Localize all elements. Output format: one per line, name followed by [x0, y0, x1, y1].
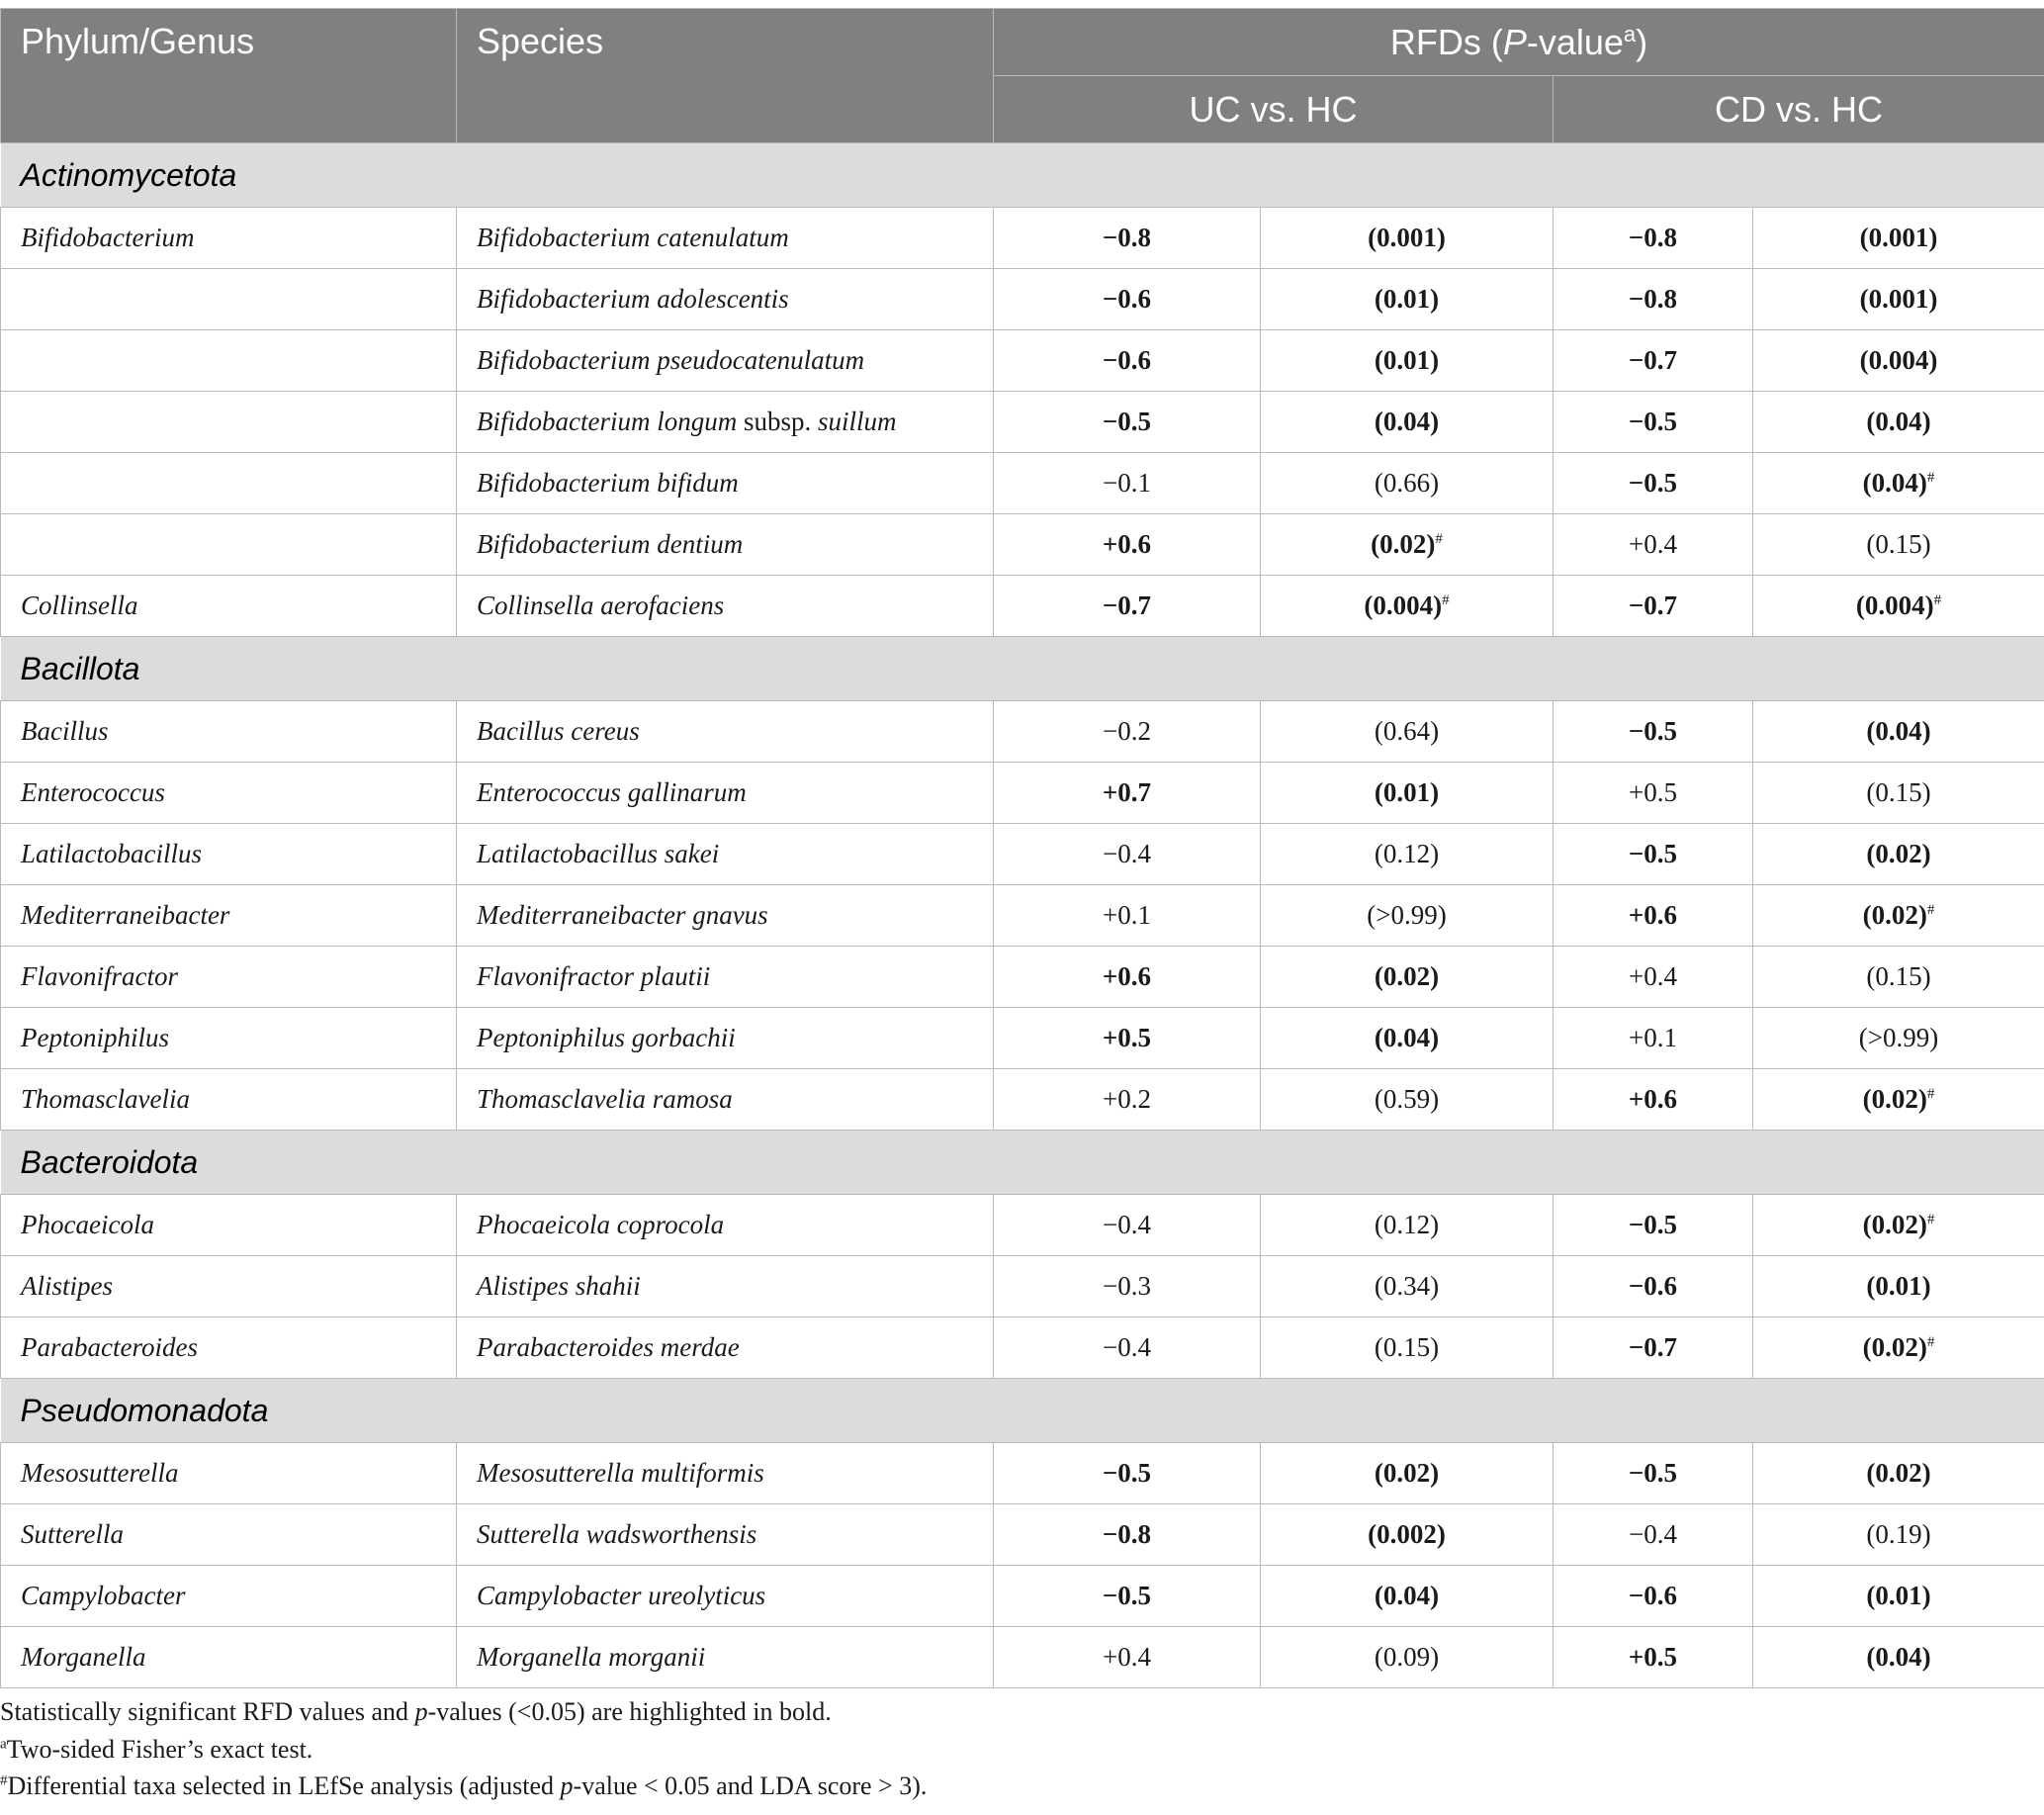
- uc-rfd-cell: [994, 1069, 1261, 1131]
- cd-pvalue-cell-value: (0.19): [1866, 1519, 1931, 1549]
- cd-pvalue-cell-value: (0.01): [1866, 1581, 1931, 1610]
- genus-cell: Phocaeicola: [1, 1195, 457, 1256]
- uc-rfd-cell: [994, 269, 1261, 330]
- cd-pvalue-cell: [1753, 1504, 2044, 1566]
- uc-rfd-cell: [994, 576, 1261, 637]
- uc-pvalue-cell-value: (0.04): [1374, 407, 1440, 436]
- cd-rfd-cell: [1554, 1627, 1753, 1688]
- uc-pvalue-cell: [1261, 1504, 1554, 1566]
- header-rfds-mid: -value: [1526, 21, 1624, 62]
- genus-cell: Campylobacter: [1, 1566, 457, 1627]
- footnote-lefse-mark: #: [0, 1772, 8, 1789]
- uc-rfd-cell: [994, 453, 1261, 514]
- species-cell: [457, 1256, 994, 1317]
- cd-pvalue-cell-value: (0.001): [1859, 284, 1938, 314]
- phylum-row: [1, 1131, 2044, 1195]
- species-subsp: subsp.: [737, 407, 818, 436]
- uc-rfd-cell-value: −0.5: [1102, 1458, 1152, 1488]
- species-name: Bifidobacterium adolescentis: [477, 284, 789, 314]
- cd-pvalue-cell: [1753, 947, 2044, 1008]
- table-row: [1, 269, 2044, 330]
- species-cell: [457, 947, 994, 1008]
- table-row: [1, 514, 2044, 576]
- species-cell: [457, 208, 994, 269]
- species-cell: [457, 1195, 994, 1256]
- species-cell: [457, 1627, 994, 1688]
- lefse-mark: #: [1926, 1334, 1935, 1350]
- species-name: Morganella morganii: [477, 1642, 706, 1672]
- cd-rfd-cell-value: +0.4: [1629, 961, 1677, 991]
- cd-rfd-cell-value: −0.5: [1628, 407, 1678, 436]
- footnote-lefse-p: p: [560, 1771, 574, 1800]
- cd-pvalue-cell: [1753, 330, 2044, 392]
- species-cell: [457, 576, 994, 637]
- table-row: [1, 330, 2044, 392]
- uc-rfd-cell: [994, 1008, 1261, 1069]
- cd-rfd-cell-value: +0.4: [1629, 529, 1677, 559]
- lefse-mark: #: [1435, 531, 1443, 547]
- phylum-name: Bacteroidota: [1, 1131, 2044, 1195]
- genus-cell: [1, 392, 457, 453]
- uc-pvalue-cell-value: (0.12): [1374, 839, 1440, 868]
- uc-pvalue-cell: [1261, 1256, 1554, 1317]
- cd-rfd-cell-value: −0.5: [1628, 1210, 1678, 1239]
- species-name: Bifidobacterium dentium: [477, 529, 744, 559]
- uc-rfd-cell-value: −0.7: [1102, 590, 1152, 620]
- species-cell: [457, 1317, 994, 1379]
- header-uc-vs-hc: UC vs. HC: [994, 76, 1554, 143]
- genus-cell: Thomasclavelia: [1, 1069, 457, 1131]
- header-cd-vs-hc: CD vs. HC: [1554, 76, 2044, 143]
- species-cell: [457, 514, 994, 576]
- uc-pvalue-cell-value: (0.01): [1374, 345, 1440, 375]
- species-cell: [457, 1566, 994, 1627]
- cd-pvalue-cell: [1753, 1443, 2044, 1504]
- table-row: [1, 208, 2044, 269]
- lefse-mark: #: [1926, 1212, 1935, 1227]
- cd-rfd-cell: [1554, 947, 1753, 1008]
- genus-cell: Alistipes: [1, 1256, 457, 1317]
- table-row: [1, 947, 2044, 1008]
- cd-pvalue-cell: [1753, 1256, 2044, 1317]
- cd-pvalue-cell-value: (0.15): [1866, 777, 1931, 807]
- uc-pvalue-cell: [1261, 1008, 1554, 1069]
- species-name: Enterococcus gallinarum: [477, 777, 747, 807]
- header-rfds-sup: a: [1623, 21, 1637, 46]
- uc-pvalue-cell-value: (0.01): [1374, 777, 1440, 807]
- genus-cell: Latilactobacillus: [1, 824, 457, 885]
- cd-rfd-cell: [1554, 701, 1753, 763]
- uc-rfd-cell: [994, 885, 1261, 947]
- cd-rfd-cell-value: −0.6: [1628, 1271, 1678, 1301]
- cd-pvalue-cell-value: (0.02): [1862, 1084, 1927, 1114]
- species-name: Collinsella aerofaciens: [477, 590, 725, 620]
- cd-pvalue-cell-value: (0.04): [1866, 1642, 1931, 1672]
- table-row: [1, 1443, 2044, 1504]
- genus-cell: Mediterraneibacter: [1, 885, 457, 947]
- cd-rfd-cell-value: −0.7: [1628, 1332, 1678, 1362]
- genus-cell: Peptoniphilus: [1, 1008, 457, 1069]
- cd-rfd-cell: [1554, 269, 1753, 330]
- genus-cell: Collinsella: [1, 576, 457, 637]
- header-phylum-genus: Phylum/Genus: [1, 9, 457, 143]
- uc-pvalue-cell-value: (0.02): [1374, 961, 1440, 991]
- uc-pvalue-cell: [1261, 763, 1554, 824]
- species-name: Phocaeicola coprocola: [477, 1210, 725, 1239]
- genus-cell: Flavonifractor: [1, 947, 457, 1008]
- cd-rfd-cell: [1554, 514, 1753, 576]
- cd-rfd-cell-value: −0.5: [1628, 716, 1678, 746]
- cd-rfd-cell-value: +0.1: [1629, 1023, 1677, 1052]
- species-cell: [457, 1443, 994, 1504]
- uc-pvalue-cell: [1261, 392, 1554, 453]
- lefse-mark: #: [1442, 592, 1450, 608]
- cd-rfd-cell: [1554, 1256, 1753, 1317]
- cd-pvalue-cell-value: (0.04): [1866, 716, 1931, 746]
- header-rfds-p: P: [1502, 21, 1527, 62]
- uc-pvalue-cell: [1261, 1627, 1554, 1688]
- species-cell: [457, 763, 994, 824]
- uc-rfd-cell: [994, 1627, 1261, 1688]
- uc-rfd-cell-value: −0.4: [1103, 1332, 1151, 1362]
- cd-rfd-cell-value: −0.7: [1628, 345, 1678, 375]
- table-row: [1, 824, 2044, 885]
- table-row: [1, 392, 2044, 453]
- species-name: Bifidobacterium catenulatum: [477, 223, 789, 252]
- header-rfds: [994, 9, 2044, 76]
- cd-rfd-cell-value: −0.6: [1628, 1581, 1678, 1610]
- species-name: Bifidobacterium bifidum: [477, 468, 739, 498]
- uc-pvalue-cell: [1261, 330, 1554, 392]
- cd-rfd-cell: [1554, 208, 1753, 269]
- uc-pvalue-cell-value: (0.02): [1371, 529, 1436, 559]
- cd-pvalue-cell-value: (0.04): [1862, 468, 1927, 498]
- uc-rfd-cell: [994, 1566, 1261, 1627]
- uc-rfd-cell-value: −0.6: [1102, 345, 1152, 375]
- uc-pvalue-cell-value: (0.01): [1374, 284, 1440, 314]
- genus-cell: [1, 269, 457, 330]
- uc-pvalue-cell-value: (0.004): [1364, 590, 1443, 620]
- phylum-name: Actinomycetota: [1, 143, 2044, 208]
- uc-pvalue-cell-value: (0.64): [1374, 716, 1440, 746]
- table-header: [1, 9, 2044, 143]
- header-species: Species: [457, 9, 994, 143]
- cd-pvalue-cell: [1753, 763, 2044, 824]
- species-cell: [457, 824, 994, 885]
- genus-cell: [1, 330, 457, 392]
- cd-pvalue-cell: [1753, 1627, 2044, 1688]
- uc-rfd-cell-value: +0.2: [1103, 1084, 1151, 1114]
- species-name: Latilactobacillus sakei: [477, 839, 720, 868]
- uc-rfd-cell: [994, 330, 1261, 392]
- cd-pvalue-cell-value: (0.02): [1866, 839, 1931, 868]
- cd-rfd-cell-value: −0.8: [1628, 284, 1678, 314]
- uc-pvalue-cell-value: (0.34): [1374, 1271, 1440, 1301]
- footnote-bold-a: Statistically significant RFD values and: [0, 1697, 415, 1726]
- species-name: Bacillus cereus: [477, 716, 640, 746]
- genus-cell: Enterococcus: [1, 763, 457, 824]
- species-name: Mediterraneibacter gnavus: [477, 900, 768, 930]
- uc-pvalue-cell: [1261, 1443, 1554, 1504]
- lefse-mark: #: [1926, 902, 1935, 918]
- cd-pvalue-cell-value: (0.02): [1862, 900, 1927, 930]
- cd-rfd-cell: [1554, 885, 1753, 947]
- lefse-mark: #: [1926, 470, 1935, 486]
- cd-rfd-cell: [1554, 392, 1753, 453]
- uc-pvalue-cell: [1261, 1317, 1554, 1379]
- table-row: [1, 1195, 2044, 1256]
- cd-rfd-cell: [1554, 1504, 1753, 1566]
- cd-pvalue-cell: [1753, 269, 2044, 330]
- cd-rfd-cell-value: +0.6: [1628, 1084, 1678, 1114]
- genus-cell: Sutterella: [1, 1504, 457, 1566]
- phylum-row: [1, 637, 2044, 701]
- uc-pvalue-cell-value: (>0.99): [1367, 900, 1447, 930]
- uc-pvalue-cell-value: (0.15): [1374, 1332, 1440, 1362]
- cd-pvalue-cell: [1753, 1008, 2044, 1069]
- uc-pvalue-cell-value: (0.04): [1374, 1023, 1440, 1052]
- table-row: [1, 1256, 2044, 1317]
- uc-rfd-cell: [994, 1256, 1261, 1317]
- cd-rfd-cell-value: −0.5: [1628, 468, 1678, 498]
- species-cell: [457, 1008, 994, 1069]
- cd-pvalue-cell-value: (0.004): [1859, 345, 1938, 375]
- rfd-table: [0, 8, 2044, 1688]
- uc-pvalue-cell: [1261, 514, 1554, 576]
- uc-rfd-cell-value: +0.4: [1103, 1642, 1151, 1672]
- cd-pvalue-cell-value: (0.15): [1866, 961, 1931, 991]
- uc-pvalue-cell-value: (0.04): [1374, 1581, 1440, 1610]
- uc-rfd-cell: [994, 824, 1261, 885]
- footnote-fisher: [0, 1735, 2044, 1765]
- uc-rfd-cell-value: −0.4: [1103, 839, 1151, 868]
- cd-pvalue-cell: [1753, 885, 2044, 947]
- uc-pvalue-cell: [1261, 885, 1554, 947]
- uc-rfd-cell: [994, 1317, 1261, 1379]
- phylum-name: Pseudomonadota: [1, 1379, 2044, 1443]
- results-table-container: [0, 8, 2044, 1688]
- uc-rfd-cell-value: +0.6: [1102, 961, 1152, 991]
- cd-pvalue-cell-value: (>0.99): [1858, 1023, 1939, 1052]
- cd-rfd-cell-value: −0.5: [1628, 839, 1678, 868]
- uc-rfd-cell: [994, 701, 1261, 763]
- table-row: [1, 1627, 2044, 1688]
- species-cell: [457, 330, 994, 392]
- species-name: Mesosutterella multiformis: [477, 1458, 764, 1488]
- table-row: [1, 763, 2044, 824]
- table-body: [1, 143, 2044, 1688]
- species-cell: [457, 1069, 994, 1131]
- uc-rfd-cell: [994, 763, 1261, 824]
- footnote-lefse-b: -value < 0.05 and LDA score > 3).: [573, 1771, 928, 1800]
- uc-rfd-cell-value: +0.1: [1103, 900, 1151, 930]
- cd-pvalue-cell: [1753, 453, 2044, 514]
- uc-pvalue-cell-value: (0.09): [1374, 1642, 1440, 1672]
- uc-rfd-cell-value: +0.7: [1102, 777, 1152, 807]
- species-name: Sutterella wadsworthensis: [477, 1519, 757, 1549]
- species-subsp-name: suillum: [818, 407, 897, 436]
- phylum-row: [1, 1379, 2044, 1443]
- species-cell: [457, 269, 994, 330]
- genus-cell: Bacillus: [1, 701, 457, 763]
- cd-rfd-cell: [1554, 453, 1753, 514]
- cd-pvalue-cell: [1753, 392, 2044, 453]
- table-row: [1, 885, 2044, 947]
- uc-pvalue-cell-value: (0.66): [1374, 468, 1440, 498]
- uc-pvalue-cell: [1261, 947, 1554, 1008]
- species-name: Parabacteroides merdae: [477, 1332, 740, 1362]
- header-rfds-suffix: ): [1636, 21, 1648, 62]
- uc-rfd-cell-value: −0.5: [1102, 1581, 1152, 1610]
- cd-rfd-cell: [1554, 1566, 1753, 1627]
- cd-rfd-cell: [1554, 1008, 1753, 1069]
- uc-pvalue-cell: [1261, 576, 1554, 637]
- phylum-row: [1, 143, 2044, 208]
- cd-rfd-cell-value: −0.8: [1628, 223, 1678, 252]
- uc-rfd-cell-value: −0.5: [1102, 407, 1152, 436]
- phylum-name: Bacillota: [1, 637, 2044, 701]
- uc-rfd-cell: [994, 514, 1261, 576]
- cd-rfd-cell: [1554, 576, 1753, 637]
- cd-pvalue-cell-value: (0.04): [1866, 407, 1931, 436]
- species-name: Bifidobacterium pseudocatenulatum: [477, 345, 865, 375]
- cd-rfd-cell-value: +0.6: [1628, 900, 1678, 930]
- table-row: [1, 701, 2044, 763]
- uc-rfd-cell-value: −0.3: [1103, 1271, 1151, 1301]
- uc-pvalue-cell-value: (0.02): [1374, 1458, 1440, 1488]
- uc-rfd-cell: [994, 1443, 1261, 1504]
- footnote-lefse-a: Differential taxa selected in LEfSe analysis (adjusted: [7, 1771, 561, 1800]
- lefse-mark: #: [1926, 1086, 1935, 1102]
- cd-pvalue-cell: [1753, 1195, 2044, 1256]
- header-rfds-prefix: RFDs (: [1389, 21, 1503, 62]
- cd-pvalue-cell: [1753, 576, 2044, 637]
- uc-pvalue-cell: [1261, 208, 1554, 269]
- cd-pvalue-cell-value: (0.15): [1866, 529, 1931, 559]
- footnote-fisher-mark: a: [0, 1736, 7, 1753]
- uc-pvalue-cell: [1261, 269, 1554, 330]
- footnote-bold-p: p: [414, 1697, 428, 1726]
- cd-rfd-cell-value: −0.7: [1628, 590, 1678, 620]
- uc-pvalue-cell: [1261, 1195, 1554, 1256]
- cd-rfd-cell-value: −0.5: [1628, 1458, 1678, 1488]
- uc-pvalue-cell: [1261, 1069, 1554, 1131]
- uc-rfd-cell: [994, 1504, 1261, 1566]
- table-row: [1, 576, 2044, 637]
- table-row: [1, 1069, 2044, 1131]
- uc-pvalue-cell: [1261, 453, 1554, 514]
- genus-cell: Parabacteroides: [1, 1317, 457, 1379]
- uc-rfd-cell: [994, 947, 1261, 1008]
- table-row: [1, 453, 2044, 514]
- cd-rfd-cell-value: +0.5: [1629, 777, 1677, 807]
- species-cell: [457, 392, 994, 453]
- footnote-lefse: [0, 1771, 2044, 1801]
- uc-pvalue-cell: [1261, 824, 1554, 885]
- uc-rfd-cell-value: −0.1: [1103, 468, 1151, 498]
- footnote-bold-b: -values (<0.05) are highlighted in bold.: [427, 1697, 832, 1726]
- genus-cell: [1, 514, 457, 576]
- uc-pvalue-cell-value: (0.001): [1368, 223, 1446, 252]
- species-cell: [457, 885, 994, 947]
- species-name: Flavonifractor plautii: [477, 961, 711, 991]
- lefse-mark: #: [1933, 592, 1942, 608]
- uc-pvalue-cell: [1261, 701, 1554, 763]
- uc-rfd-cell-value: +0.6: [1102, 529, 1152, 559]
- genus-cell: Morganella: [1, 1627, 457, 1688]
- cd-rfd-cell-value: −0.4: [1629, 1519, 1677, 1549]
- uc-rfd-cell-value: +0.5: [1102, 1023, 1152, 1052]
- cd-rfd-cell: [1554, 1443, 1753, 1504]
- genus-cell: [1, 453, 457, 514]
- table-row: [1, 1566, 2044, 1627]
- uc-pvalue-cell-value: (0.12): [1374, 1210, 1440, 1239]
- uc-pvalue-cell-value: (0.59): [1374, 1084, 1440, 1114]
- species-name: Bifidobacterium longum: [477, 407, 738, 436]
- species-name: Thomasclavelia ramosa: [477, 1084, 733, 1114]
- cd-rfd-cell: [1554, 763, 1753, 824]
- cd-pvalue-cell: [1753, 1317, 2044, 1379]
- cd-pvalue-cell-value: (0.02): [1862, 1210, 1927, 1239]
- uc-rfd-cell: [994, 208, 1261, 269]
- footnote-bold: [0, 1697, 2044, 1727]
- cd-pvalue-cell: [1753, 208, 2044, 269]
- table-row: [1, 1317, 2044, 1379]
- uc-rfd-cell-value: −0.8: [1102, 223, 1152, 252]
- cd-pvalue-cell-value: (0.001): [1859, 223, 1938, 252]
- uc-rfd-cell: [994, 392, 1261, 453]
- genus-cell: Mesosutterella: [1, 1443, 457, 1504]
- uc-rfd-cell-value: −0.6: [1102, 284, 1152, 314]
- cd-rfd-cell-value: +0.5: [1628, 1642, 1678, 1672]
- cd-pvalue-cell: [1753, 824, 2044, 885]
- species-cell: [457, 701, 994, 763]
- species-cell: [457, 453, 994, 514]
- uc-rfd-cell-value: −0.4: [1103, 1210, 1151, 1239]
- cd-pvalue-cell: [1753, 514, 2044, 576]
- cd-pvalue-cell: [1753, 701, 2044, 763]
- species-name: Alistipes shahii: [477, 1271, 641, 1301]
- uc-pvalue-cell: [1261, 1566, 1554, 1627]
- species-name: Campylobacter ureolyticus: [477, 1581, 766, 1610]
- genus-cell: Bifidobacterium: [1, 208, 457, 269]
- table-row: [1, 1504, 2044, 1566]
- cd-rfd-cell: [1554, 1069, 1753, 1131]
- table-row: [1, 1008, 2044, 1069]
- cd-pvalue-cell-value: (0.004): [1855, 590, 1934, 620]
- cd-pvalue-cell-value: (0.01): [1866, 1271, 1931, 1301]
- uc-rfd-cell: [994, 1195, 1261, 1256]
- cd-pvalue-cell-value: (0.02): [1862, 1332, 1927, 1362]
- cd-pvalue-cell-value: (0.02): [1866, 1458, 1931, 1488]
- uc-pvalue-cell-value: (0.002): [1368, 1519, 1446, 1549]
- cd-rfd-cell: [1554, 1317, 1753, 1379]
- cd-rfd-cell: [1554, 824, 1753, 885]
- species-name: Peptoniphilus gorbachii: [477, 1023, 736, 1052]
- footnote-fisher-text: Two-sided Fisher’s exact test.: [6, 1735, 313, 1764]
- cd-pvalue-cell: [1753, 1566, 2044, 1627]
- cd-rfd-cell: [1554, 1195, 1753, 1256]
- uc-rfd-cell-value: −0.8: [1102, 1519, 1152, 1549]
- cd-rfd-cell: [1554, 330, 1753, 392]
- uc-rfd-cell-value: −0.2: [1103, 716, 1151, 746]
- cd-pvalue-cell: [1753, 1069, 2044, 1131]
- species-cell: [457, 1504, 994, 1566]
